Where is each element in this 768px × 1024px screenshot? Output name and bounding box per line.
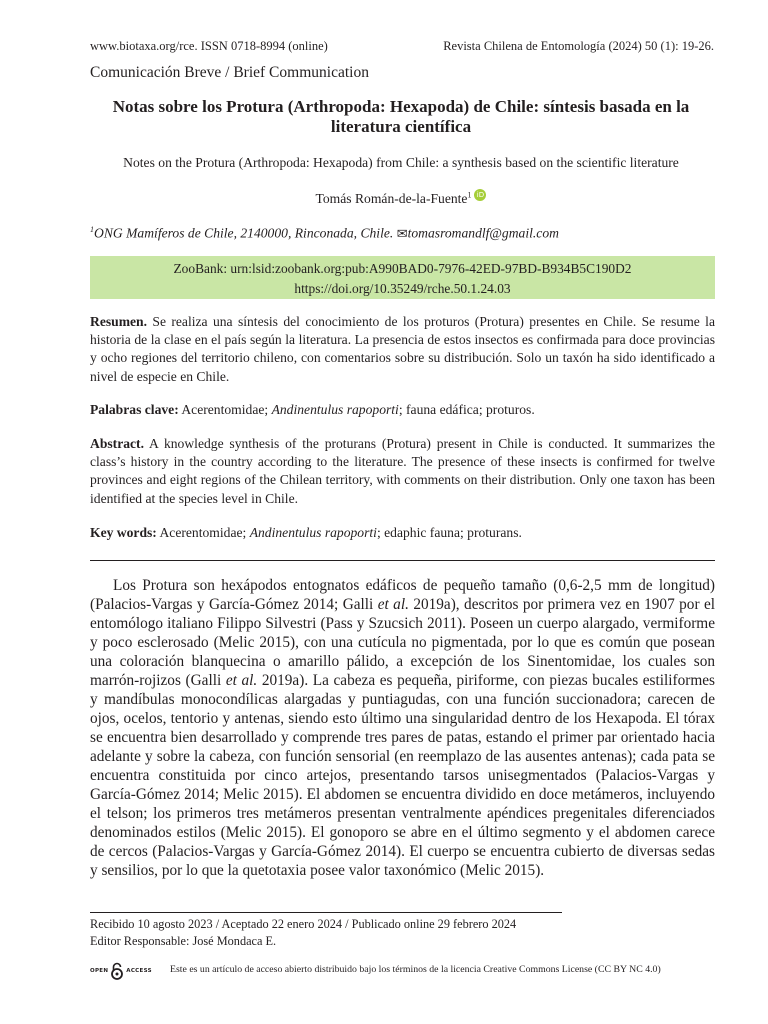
author-line	[86, 189, 716, 207]
affiliation-text: ONG Mamíferos de Chile, 2140000, Rinconada, Chile.	[94, 225, 394, 241]
affiliation-mark: 1	[90, 225, 94, 234]
open-access-lock-icon	[110, 962, 124, 980]
abstract-paragraph	[90, 435, 715, 508]
zoobank-box	[90, 256, 715, 299]
author-email-link[interactable]: tomasromandlf@gmail.com	[407, 225, 559, 241]
doi-link[interactable]: https://doi.org/10.35249/rche.50.1.24.03	[294, 281, 511, 296]
keywords-en-label: Key words:	[90, 525, 157, 540]
abstract-label: Abstract.	[90, 436, 144, 451]
envelope-icon: ✉	[396, 225, 408, 241]
keywords-en-post: ; edaphic fauna; proturans.	[376, 525, 522, 540]
keywords-es-pre: Acerentomidae;	[178, 402, 272, 417]
affiliation	[90, 225, 559, 242]
keywords-es-label: Palabras clave:	[90, 402, 179, 417]
open-access-logo	[90, 962, 152, 980]
journal-citation: Revista Chilena de Entomología (2024) 50 (1): 19-26.	[443, 39, 714, 53]
editor-line: Editor Responsable: José Mondaca E.	[90, 934, 277, 948]
zoobank-lsid[interactable]: ZooBank: urn:lsid:zoobank.org:pub:A990BAD0-7976-42ED-97BD-B934B5C190D2	[173, 261, 632, 276]
section-divider	[90, 560, 715, 561]
license-text[interactable]: Este es un artículo de acceso abierto distribuido bajo los términos de la licencia Creative Commons License (CC BY NC 4.0)	[170, 964, 661, 975]
resumen-paragraph	[90, 313, 715, 386]
body-text-1: Los Protura son hexápodos entognatos edáficos de pequeño tamaño (0,6-2,5 mm de longitud) (Palacios-Vargas y García-Gómez 2014; Galli	[90, 577, 715, 613]
keywords-en-pre: Acerentomidae;	[156, 525, 250, 540]
keywords-es-post: ; fauna edáfica; proturos.	[398, 402, 535, 417]
resumen-label: Resumen.	[90, 314, 148, 329]
keywords-english	[90, 524, 715, 542]
keywords-spanish	[90, 401, 715, 419]
dates-line: Recibido 10 agosto 2023 / Aceptado 22 enero 2024 / Publicado online 29 febrero 2024	[90, 917, 517, 931]
body-text	[90, 576, 715, 880]
keywords-es-species: Andinentulus rapoporti	[271, 402, 399, 417]
license-row	[90, 962, 715, 980]
abstract-text: A knowledge synthesis of the proturans (Protura) present in Chile is conducted. It summarizes the class’s history in the country according to the literature. The presence of these insects is confirmed for twelve provinces and eight regions of the Chilean territory, with comments on their distribution. Only one taxon has been identified at the species level in Chile.	[90, 436, 715, 506]
article-title-english: Notes on the Protura (Arthropoda: Hexapoda) from Chile: a synthesis based on the scientific literature	[123, 155, 679, 170]
body-paragraph	[90, 576, 715, 880]
oa-word-access: ACCESS	[126, 968, 152, 974]
journal-url-issn: www.biotaxa.org/rce. ISSN 0718-8994 (online)	[90, 39, 328, 53]
orcid-icon[interactable]: iD	[474, 189, 486, 201]
body-etal-1: et al.	[377, 596, 409, 613]
section-label: Comunicación Breve / Brief Communication	[90, 64, 369, 81]
keywords-en-species: Andinentulus rapoporti	[249, 525, 377, 540]
author-name: Tomás Román-de-la-Fuente	[315, 191, 468, 206]
oa-word-open: OPEN	[90, 968, 109, 974]
body-text-2: 2019a), descritos por primera vez en 1907 por el entomólogo italiano Filippo Silvestri (Pass y Szucsich 2011). Poseen un cuerpo alargado, vermiforme y poco esclerosado (Melic 2015), con una cutícula no pigmentada, por lo que es común que posean una coloración blanquecina o amarillo pálido, a excepción de los Sinentomidae, los cuales son marrón-rojizos (Galli	[90, 596, 715, 689]
publication-dates	[90, 916, 516, 950]
body-text-3: 2019a). La cabeza es pequeña, piriforme, con piezas bucales estiliformes y mandíbulas monocondílicas alargadas y puntiagudas, con una función succionadora; carecen de ojos, ocelos, tentorio y antenas, siendo esto último una singularidad dentro de los Hexapoda. El tórax se encuentra bien desarrollado y comprende tres pares de patas, estando el primer par orientado hacia adelante y sobre la cabeza, con función sensorial (en reemplazo de las ausentes antenas); cada pata se encuentra constituida por cinco artejos, presentando tarsos unisegmentados (Palacios-Vargas y García-Gómez 2014; Melic 2015). El abdomen se encuentra dividido en doce metámeros, incluyendo el telson; los primeros tres metámeros presentan ventralmente apéndices pregenitales diferenciados denominados estilos (Melic 2015). El gonoporo se abre en el último segmento y el abdomen carece de cercos (Palacios-Vargas y García-Gómez 2014). El cuerpo se encuentra cubierto de diversas sedas y sensilios, por lo que la quetotaxia posee valor taxonómico (Melic 2015).	[90, 672, 715, 879]
footer-divider	[90, 912, 562, 913]
body-etal-2: et al.	[225, 672, 258, 689]
article-title: Notas sobre los Protura (Arthropoda: Hexapoda) de Chile: síntesis basada en la literatura científica	[112, 97, 690, 136]
author-affiliation-mark: 1	[467, 190, 472, 200]
resumen-text: Se realiza una síntesis del conocimiento de los proturos (Protura) presentes en Chile. Se resume la historia de la clase en el país según la literatura. La presencia de estos insectos es confirmada para doce provincias y ocho regiones del territorio chileno, con comentarios sobre su distribución. Solo un taxón ha sido identificado a nivel de especie en Chile.	[90, 314, 715, 384]
